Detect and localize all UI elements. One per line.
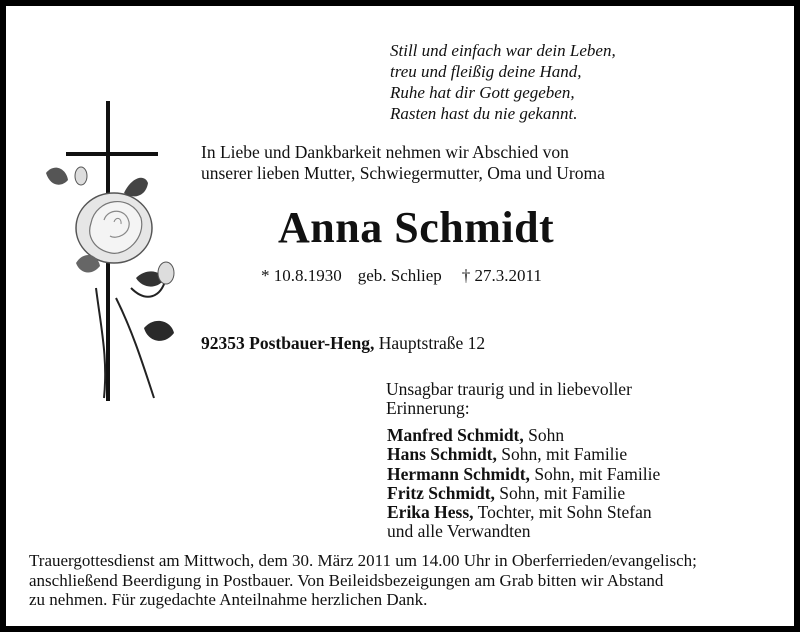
relatives-line: und alle Verwandten bbox=[387, 521, 531, 542]
poem-line: Still und einfach war dein Leben, bbox=[390, 41, 616, 60]
farewell-intro bbox=[201, 142, 605, 184]
mourner-relation: Sohn, mit Familie bbox=[499, 482, 626, 503]
poem-line: treu und fleißig deine Hand, bbox=[390, 62, 582, 81]
poem-line: Rasten hast du nie gekannt. bbox=[390, 104, 578, 123]
service-line: anschließend Beerdigung in Postbauer. Von Beileidsbezeigungen am Grab bitten wir Abstand bbox=[29, 570, 664, 590]
poem-verse bbox=[390, 40, 616, 124]
address bbox=[201, 333, 485, 354]
mourner-name: Erika Hess, bbox=[387, 502, 474, 523]
mourners-list bbox=[387, 426, 660, 542]
intro-line: unserer lieben Mutter, Schwiegermutter, Oma und Uroma bbox=[201, 163, 605, 183]
mourner-entry bbox=[387, 445, 660, 464]
intro-line: In Liebe und Dankbarkeit nehmen wir Abschied von bbox=[201, 142, 569, 162]
mourner-relation: Sohn bbox=[528, 425, 565, 445]
death-date: † 27.3.2011 bbox=[461, 266, 542, 285]
service-line: zu nehmen. Für zugedachte Anteilnahme herzlichen Dank. bbox=[29, 590, 428, 609]
mourner-relation: Tochter, mit Sohn Stefan bbox=[477, 502, 652, 523]
birth-date: * 10.8.1930 bbox=[261, 266, 342, 285]
mourner-relation: Sohn, mit Familie bbox=[534, 463, 661, 484]
mourner-entry bbox=[387, 484, 660, 503]
mourning-line: Unsagbar traurig und in liebevoller bbox=[386, 379, 632, 399]
mourner-name: Manfred Schmidt, bbox=[387, 425, 524, 445]
life-dates bbox=[261, 265, 542, 286]
mourner-entry bbox=[387, 426, 660, 445]
cross-with-rose-illustration bbox=[36, 98, 186, 408]
mourner-name: Hermann Schmidt, bbox=[387, 463, 530, 484]
maiden-name: geb. Schliep bbox=[357, 266, 442, 285]
service-line: Trauergottesdienst am Mittwoch, dem 30. März 2011 um 14.00 Uhr in Oberferrieden/evangelisch; bbox=[29, 551, 697, 570]
mourner-name: Hans Schmidt, bbox=[387, 444, 497, 465]
mourner-entry bbox=[387, 465, 660, 484]
mourner-name: Fritz Schmidt, bbox=[387, 482, 495, 503]
mourner-entry bbox=[387, 503, 660, 522]
mourning-line: Erinnerung: bbox=[386, 398, 470, 418]
funeral-service-info bbox=[29, 551, 697, 610]
address-place: 92353 Postbauer-Heng, bbox=[201, 333, 375, 353]
mourning-statement bbox=[386, 380, 632, 418]
deceased-name: Anna Schmidt bbox=[278, 203, 555, 252]
poem-line: Ruhe hat dir Gott gegeben, bbox=[390, 83, 575, 102]
mourner-relation: Sohn, mit Familie bbox=[501, 444, 628, 465]
address-street: Hauptstraße 12 bbox=[378, 333, 486, 353]
